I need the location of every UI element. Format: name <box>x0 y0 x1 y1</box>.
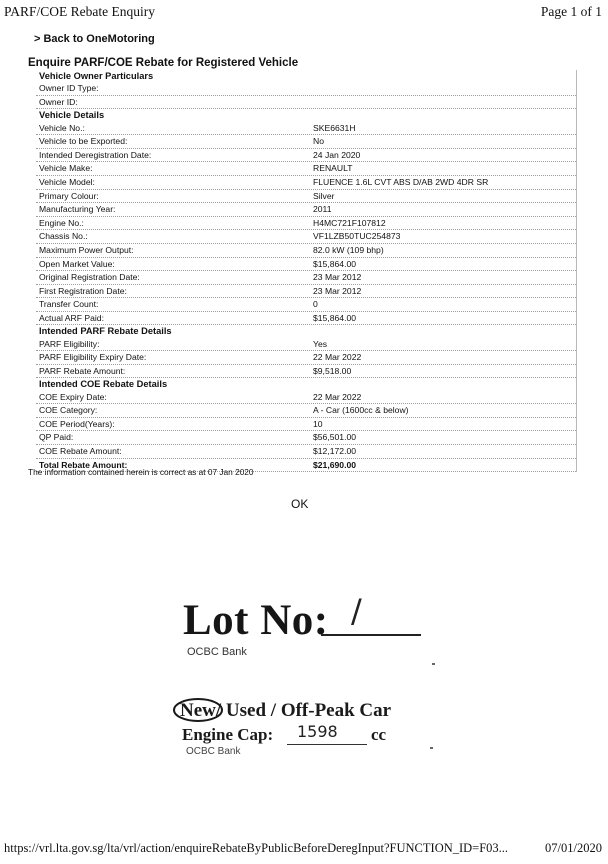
row-label: Owner ID: <box>39 96 78 107</box>
rebate-details-table <box>36 70 577 472</box>
row-value <box>313 82 576 95</box>
stamp-bank-name: OCBC Bank <box>187 646 247 658</box>
section-heading-owner: Vehicle Owner Particulars <box>39 71 154 81</box>
engine-cap-label: Engine Cap: <box>182 725 274 744</box>
row-value: $9,518.00 <box>313 365 352 376</box>
row-value: 82.0 kW (109 bhp) <box>313 244 384 255</box>
table-row <box>36 217 576 231</box>
table-row <box>36 271 576 285</box>
section-heading-vehicle: Vehicle Details <box>39 110 105 121</box>
footer-url: https://vrl.lta.gov.sg/lta/vrl/action/enquireRebateByPublicBeforeDeregInput?FUNCTION_ID=F03... <box>4 841 509 855</box>
row-label: Original Registration Date: <box>39 272 140 283</box>
row-label: Open Market Value: <box>39 258 115 269</box>
row-label: QP Paid: <box>39 432 74 443</box>
section-heading-coe: Intended COE Rebate Details <box>39 379 168 390</box>
table-row <box>36 418 576 432</box>
row-label: Manufacturing Year: <box>39 204 116 215</box>
row-value: VF1LZB50TUC254873 <box>313 231 401 242</box>
table-row <box>36 135 576 149</box>
stamp-bank-name: OCBC Bank <box>186 746 241 757</box>
ok-button[interactable]: OK <box>291 497 309 511</box>
table-row <box>36 82 576 96</box>
row-label: COE Category: <box>39 405 98 416</box>
row-value <box>313 96 576 109</box>
row-value: Silver <box>313 190 335 201</box>
table-row <box>36 258 576 272</box>
row-value: 22 Mar 2022 <box>313 352 362 363</box>
lot-no-handwritten-value: / <box>351 592 362 630</box>
table-row <box>36 404 576 418</box>
car-type-stamp <box>170 692 430 772</box>
row-value: 10 <box>313 418 323 429</box>
row-label: Chassis No.: <box>39 231 88 242</box>
row-label: Maximum Power Output: <box>39 244 134 255</box>
table-row <box>36 190 576 204</box>
row-label: COE Rebate Amount: <box>39 446 122 456</box>
row-label: Vehicle to be Exported: <box>39 136 128 147</box>
row-value: 2011 <box>313 204 332 215</box>
row-value: FLUENCE 1.6L CVT ABS D/AB 2WD 4DR SR <box>313 176 489 187</box>
row-value: $56,501.00 <box>313 432 357 443</box>
footer-date: 07/01/2020 <box>545 841 602 855</box>
row-label: Actual ARF Paid: <box>39 312 104 323</box>
row-value: 0 <box>313 299 318 310</box>
row-label: Primary Colour: <box>39 190 99 201</box>
row-label: Vehicle No.: <box>39 122 85 133</box>
lot-number-stamp <box>183 592 443 666</box>
page-number: Page 1 of 1 <box>540 4 602 19</box>
row-value: H4MC721F107812 <box>313 217 386 228</box>
row-value: $15,864.00 <box>313 258 357 269</box>
table-row <box>36 338 576 352</box>
table-row <box>36 162 576 176</box>
table-row <box>36 176 576 190</box>
row-value: 23 Mar 2012 <box>313 272 362 283</box>
row-label: Vehicle Model: <box>39 176 95 187</box>
table-row <box>36 203 576 217</box>
table-row <box>36 298 576 312</box>
form-title: Enquire PARF/COE Rebate for Registered Vehicle <box>28 57 299 69</box>
table-row <box>36 230 576 244</box>
row-label: Intended Deregistration Date: <box>39 149 152 160</box>
row-value: Yes <box>313 338 328 349</box>
row-value: A - Car (1600cc & below) <box>313 405 409 416</box>
lot-no-underline <box>321 634 421 636</box>
document-title: PARF/COE Rebate Enquiry <box>4 4 156 19</box>
table-row <box>36 431 576 445</box>
table-row <box>36 149 576 163</box>
row-label: Transfer Count: <box>39 299 99 310</box>
new-option: New <box>180 700 216 721</box>
table-row <box>36 351 576 365</box>
table-row <box>36 391 576 405</box>
information-note: The information contained herein is correct as at 07 Jan 2020 <box>28 467 254 477</box>
scan-speck <box>430 747 433 749</box>
row-label: First Registration Date: <box>39 285 127 296</box>
table-row <box>36 96 576 110</box>
table-row <box>36 365 576 379</box>
table-row <box>36 285 576 299</box>
table-row <box>36 312 576 326</box>
engine-cap-handwritten-value: 1598 <box>297 722 338 741</box>
row-label: PARF Eligibility Expiry Date: <box>39 352 147 363</box>
row-label: Total Rebate Amount: <box>39 459 128 470</box>
table-row <box>36 445 576 459</box>
engine-cap-unit: cc <box>371 725 387 744</box>
row-label: PARF Eligibility: <box>39 338 100 349</box>
scan-speck <box>432 663 435 665</box>
table-row <box>36 122 576 136</box>
row-label: Vehicle Make: <box>39 163 93 174</box>
row-value: RENAULT <box>313 163 353 174</box>
lot-no-label: Lot No: <box>183 597 329 644</box>
row-value: $21,690.00 <box>313 459 357 470</box>
row-label: COE Period(Years): <box>39 418 115 429</box>
engine-cap-underline <box>287 744 367 745</box>
back-to-onemotoring-link[interactable]: > Back to OneMotoring <box>34 33 155 45</box>
row-value: 23 Mar 2012 <box>313 285 362 296</box>
row-label: PARF Rebate Amount: <box>39 365 126 376</box>
row-value: $12,172.00 <box>313 446 357 456</box>
row-value: 24 Jan 2020 <box>313 149 361 160</box>
section-heading-parf: Intended PARF Rebate Details <box>39 326 172 337</box>
row-value: SKE6631H <box>313 122 356 133</box>
row-value: No <box>313 136 324 147</box>
used-offpeak-options: / Used / Off-Peak Car <box>215 700 392 721</box>
row-label: Engine No.: <box>39 217 84 228</box>
row-label: COE Expiry Date: <box>39 391 107 402</box>
row-label: Owner ID Type: <box>39 83 99 94</box>
table-row <box>36 244 576 258</box>
row-value: 22 Mar 2022 <box>313 391 362 402</box>
row-value: $15,864.00 <box>313 312 357 323</box>
